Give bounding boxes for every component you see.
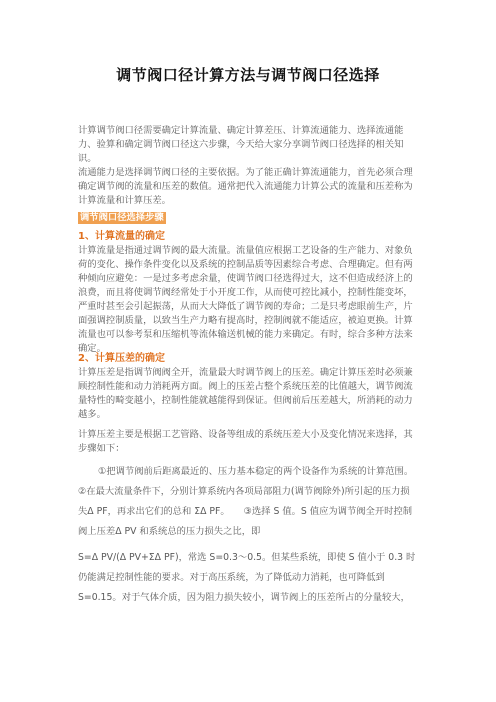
section-2	[78, 352, 428, 608]
section-1	[78, 230, 418, 356]
intro-block	[78, 124, 418, 208]
steps-intro: 计算压差主要是根据工艺管路、设备等组成的系统压差大小及变化情况来选择，其步骤如下：	[78, 429, 413, 454]
intro-paragraph: 流通能力是选择调节阀口径的主要依据。为了能正确计算流通能力，首先必须合理确定调节阀的流量和压差的数值。通常把代入流通能力计算公式的流量和压差称为计算流量和计算压差。	[78, 167, 413, 206]
section-body: 计算压差是指调节阀阀全开，流量最大时调节阀上的压差。确定计算压差时必须兼顾控制性能和动力消耗两方面。阀上的压差占整个系统压差的比值越大，调节阀流量特性的畸变越小，控制性能就越能得到保证。但阀前后压差越大，所消耗的动力越多。	[78, 367, 413, 420]
section-heading: 1、计算流量的确定	[78, 231, 165, 242]
steps-banner-row	[78, 211, 418, 225]
section-heading: 2、计算压差的确定	[78, 353, 165, 364]
steps-banner: 调节阀口径选择步骤	[80, 212, 164, 223]
section-body: 计算流量是指通过调节阀的最大流量。流量值应根据工艺设备的生产能力、对象负荷的变化、操作条件变化以及系统的控制品质等因素综合考虑、合理确定。但有两种倾向应避免：一是过多考虑余量，使调节阀口径选得过大，这不但造成经济上的浪费，而且将使调节阀经常处于小开度工作，从而使可控比减小，控制性能变坏，严重时甚至会引起振荡，从而大大降低了调节阀的寿命；二是只考虑眼前生产，片面强调控制质量，以致当生产力略有提高时，控制阀就不能适应，被迫更换。计算流量也可以参考泵和压缩机等流体输送机械的能力来确定。有时，综合多种方法来确定。	[78, 245, 413, 354]
document-title: 调节阀口径计算方法与调节阀口径选择	[116, 66, 380, 84]
steps-text: ①把调节阀前后距离最近的、压力基本稳定的两个设备作为系统的计算范围。 ②在最大流量条件下，分别计算系统内各项局部阻力(调节阀除外)所引起的压力损失Δ PF，再求出它们的总和 ΣΔ PF。 ③选择 S 值。S 值应为调节阀全开时控制阀上压差Δ PV 和系统总的压力损失之比，即	[78, 466, 428, 537]
formula-text: S=Δ PV/(Δ PV+ΣΔ PF)，常选 S=0.3～0.5。但某些系统，即使 S 值小于 0.3 时仍能满足控制性能的要求。对于高压系统，为了降低动力消耗，也可降低到 S=0.15。对于气体介质，因为阻力损失较小，调节阀上的压差所占的分量较大，	[78, 552, 416, 603]
intro-paragraph: 计算调节阀口径需要确定计算流量、确定计算差压、计算流通能力、选择流通能力、验算和确定调节阀口径这六步骤，今天给大家分享调节阀口径选择的相关知识。	[78, 125, 404, 164]
